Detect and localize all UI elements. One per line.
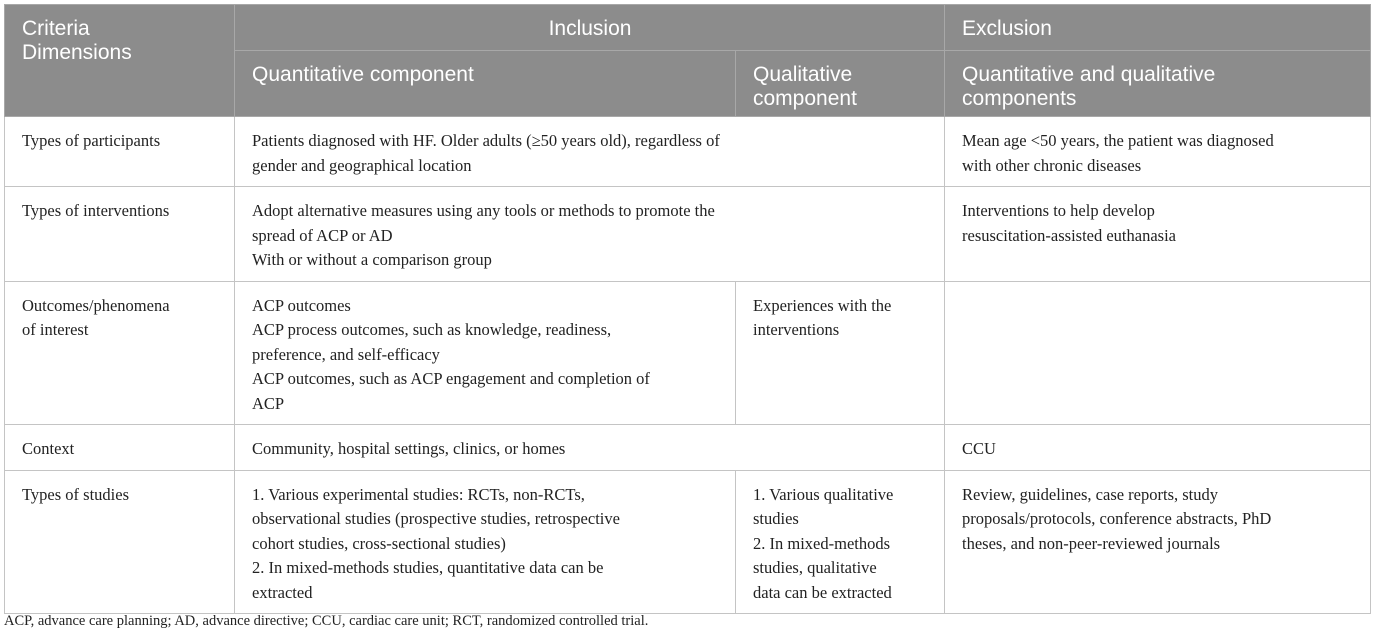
header-exclusion-components: Quantitative and qualitative components bbox=[945, 51, 1371, 117]
studies-quantitative: 1. Various experimental studies: RCTs, non-RCTs, observational studies (prospective studies, retrospective cohort studies, cross-sectional studies) 2. In mixed-methods studies, quantitative data can be extracted bbox=[235, 470, 736, 614]
header-criteria-dimensions: Criteria Dimensions bbox=[5, 5, 235, 117]
table-footnote: ACP, advance care planning; AD, advance directive; CCU, cardiac care unit; RCT, randomized controlled trial. bbox=[4, 613, 649, 629]
table-row-participants bbox=[5, 117, 1371, 187]
table-row-outcomes bbox=[5, 281, 1371, 425]
table-row-interventions bbox=[5, 187, 1371, 282]
row-label-interventions: Types of interventions bbox=[5, 187, 235, 282]
table-row-studies bbox=[5, 470, 1371, 614]
header-inclusion: Inclusion bbox=[235, 5, 945, 51]
row-label-context: Context bbox=[5, 425, 235, 471]
participants-inclusion: Patients diagnosed with HF. Older adults (≥50 years old), regardless of gender and geographical location bbox=[235, 117, 945, 187]
studies-exclusion: Review, guidelines, case reports, study proposals/protocols, conference abstracts, PhD theses, and non-peer-reviewed journals bbox=[945, 470, 1371, 614]
studies-qualitative: 1. Various qualitative studies 2. In mixed-methods studies, qualitative data can be extracted bbox=[736, 470, 945, 614]
outcomes-qualitative: Experiences with the interventions bbox=[736, 281, 945, 425]
interventions-inclusion: Adopt alternative measures using any tools or methods to promote the spread of ACP or AD With or without a comparison group bbox=[235, 187, 945, 282]
criteria-table bbox=[4, 4, 1371, 614]
table-row-context bbox=[5, 425, 1371, 471]
row-label-studies: Types of studies bbox=[5, 470, 235, 614]
outcomes-quantitative: ACP outcomes ACP process outcomes, such as knowledge, readiness, preference, and self-efficacy ACP outcomes, such as ACP engagement and completion of ACP bbox=[235, 281, 736, 425]
header-quantitative-component: Quantitative component bbox=[235, 51, 736, 117]
context-inclusion: Community, hospital settings, clinics, or homes bbox=[235, 425, 945, 471]
outcomes-exclusion bbox=[945, 281, 1371, 425]
header-qualitative-component: Qualitative component bbox=[736, 51, 945, 117]
interventions-exclusion: Interventions to help develop resuscitation-assisted euthanasia bbox=[945, 187, 1371, 282]
context-exclusion: CCU bbox=[945, 425, 1371, 471]
table-header bbox=[5, 5, 1371, 117]
participants-exclusion: Mean age <50 years, the patient was diagnosed with other chronic diseases bbox=[945, 117, 1371, 187]
row-label-outcomes: Outcomes/phenomena of interest bbox=[5, 281, 235, 425]
header-exclusion: Exclusion bbox=[945, 5, 1371, 51]
header-row-top bbox=[5, 5, 1371, 51]
row-label-participants: Types of participants bbox=[5, 117, 235, 187]
